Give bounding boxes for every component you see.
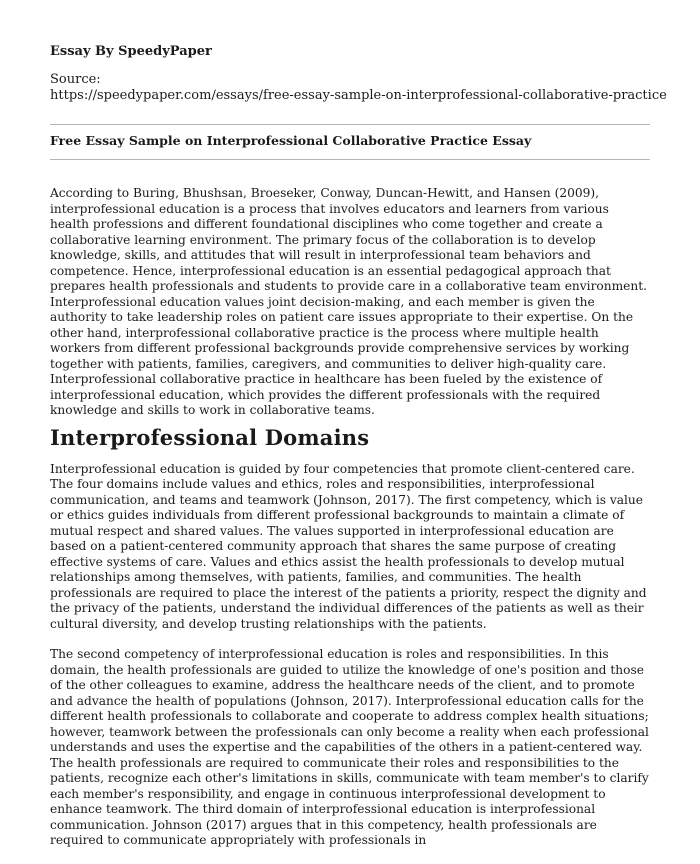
source-label: Source: [50, 72, 101, 87]
body-paragraph: The second competency of interprofessional education is roles and responsibilities. In this domain, the health professionals are guided to utilize the knowledge of one's position and those of the other colleagues to examine, address the healthcare needs of the client, and to promote and advance the health of populations (Johnson, 2017). Interprofessional education calls for the different health professionals to collaborate and cooperate to address complex health situations; however, teamwork between the professionals can only become a reality when each professional understands and uses the expertise and the capabilities of the others in a patient-centered way. The health professionals are required to communicate their roles and responsibilities to the patients, recognize each other's limitations in skills, communicate with team member's to clarify each member's responsibility, and engage in continuous interprofessional development to enhance teamwork. The third domain of interprofessional education is interprofessional communication. Johnson (2017) argues that in this competency, health professionals are required to communicate appropriately with professionals in [50, 647, 649, 847]
intro-paragraph: According to Buring, Bhushsan, Broeseker, Conway, Duncan-Hewitt, and Hansen (2009), interprofessional education is a process that involves educators and learners from various health professions and different foundational disciplines who come together and create a collaborative learning environment. The primary focus of the collaboration is to develop knowledge, skills, and attitudes that will result in interprofessional team behaviors and competence. Hence, interprofessional education is an essential pedagogical approach that prepares health professionals and students to provide care in a collaborative team environment. Interprofessional education values joint decision-making, and each member is given the authority to take leadership roles on patient care issues appropriate to their expertise. On the other hand, interprofessional collaborative practice is the process where multiple health workers from different professional backgrounds provide comprehensive services by working together with patients, families, caregivers, and communities to deliver high-quality care. Interprofessional collaborative practice in healthcare has been fueled by the existence of interprofessional education, which provides the different professionals with the required knowledge and skills to work in collaborative teams. [50, 186, 647, 417]
top-divider [50, 124, 650, 125]
section-heading: Interprofessional Domains [50, 424, 370, 450]
source-url: https://speedypaper.com/essays/free-essay-sample-on-interprofessional-collaborative-practice [50, 88, 667, 103]
title-divider [50, 159, 650, 160]
essay-title: Free Essay Sample on Interprofessional Collaborative Practice Essay [50, 133, 532, 148]
body-paragraph: Interprofessional education is guided by four competencies that promote client-centered care. The four domains include values and ethics, roles and responsibilities, interprofessional communication, and teams and teamwork (Johnson, 2017). The first competency, which is value or ethics guides individuals from different professional backgrounds to maintain a climate of mutual respect and shared values. The values supported in interprofessional education are based on a patient-centered community approach that shares the same purpose of creating effective systems of care. Values and ethics assist the health professionals to develop mutual relationships among themselves, with patients, families, and communities. The health professionals are required to place the interest of the patients a priority, respect the dignity and the privacy of the patients, understand the individual differences of the patients as well as their cultural diversity, and develop trusting relationships with the patients. [50, 461, 647, 631]
source-block [50, 72, 667, 104]
essay-body [50, 186, 650, 864]
brand-title: Essay By SpeedyPaper [50, 44, 212, 59]
